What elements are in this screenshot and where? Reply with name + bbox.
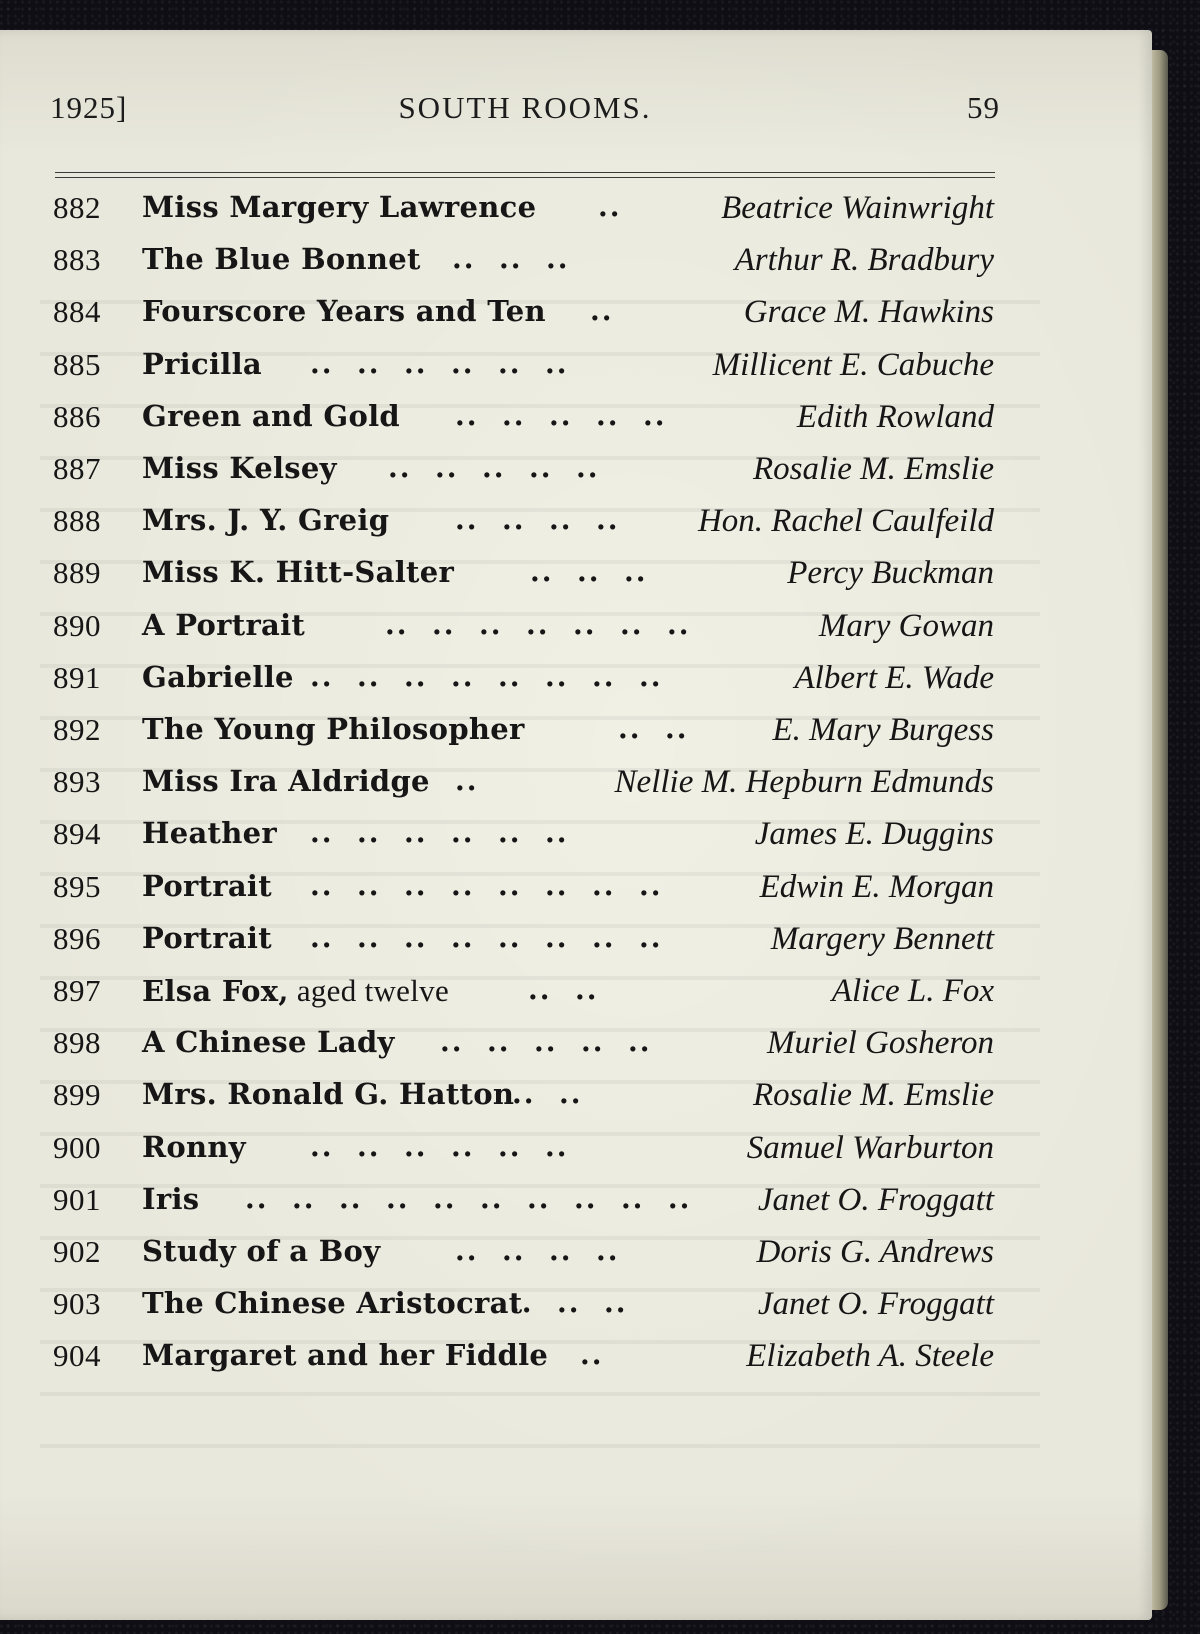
dot-leader: .. .. .. bbox=[510, 1286, 628, 1320]
dot-leader: .. .. .. .. .. bbox=[388, 451, 600, 484]
entry-artist: Percy Buckman bbox=[787, 555, 994, 592]
dot-leader: .. bbox=[590, 294, 614, 328]
catalogue-entry bbox=[0, 1286, 1152, 1338]
entry-number: 900 bbox=[53, 1129, 101, 1165]
dot-leader: .. .. .. .. .. .. .. .. bbox=[310, 659, 663, 693]
entry-title: The Chinese Aristocrat bbox=[142, 1286, 523, 1321]
entry-artist: Alice L. Fox bbox=[831, 973, 994, 1009]
entry-artist: Samuel Warburton bbox=[746, 1129, 994, 1166]
dot-leader: .. .. .. .. bbox=[455, 1234, 620, 1267]
catalogue-entry bbox=[0, 190, 1152, 242]
entry-number: 886 bbox=[53, 398, 101, 434]
entry-title: Miss Kelsey bbox=[142, 451, 337, 485]
entry-title: Portrait bbox=[142, 920, 272, 955]
entry-title: Study of a Boy bbox=[142, 1234, 381, 1268]
dot-leader: .. bbox=[455, 764, 479, 798]
entry-number: 891 bbox=[53, 659, 101, 695]
entry-artist: Grace M. Hawkins bbox=[743, 294, 994, 331]
entry-artist: Edith Rowland bbox=[796, 398, 994, 435]
header-rule-bottom bbox=[55, 177, 995, 178]
catalogue-entry bbox=[0, 712, 1152, 764]
entry-title: Pricilla bbox=[142, 346, 262, 381]
catalogue-entry bbox=[0, 1130, 1152, 1182]
catalogue-entry bbox=[0, 1182, 1152, 1234]
entry-artist: Rosalie M. Emslie bbox=[752, 451, 994, 487]
entry-title: Mrs. Ronald G. Hatton bbox=[142, 1077, 515, 1112]
entry-number: 896 bbox=[53, 920, 101, 956]
entry-artist: Rosalie M. Emslie bbox=[752, 1077, 994, 1114]
catalogue-entry bbox=[0, 921, 1152, 973]
entry-title: Portrait bbox=[142, 868, 272, 903]
catalogue-entry bbox=[0, 869, 1152, 921]
entry-number: 882 bbox=[53, 190, 101, 225]
entry-title: Ronny bbox=[142, 1129, 246, 1164]
entry-number: 889 bbox=[53, 555, 101, 591]
dot-leader: .. .. .. .. .. .. bbox=[310, 1129, 569, 1163]
dot-leader: .. .. .. bbox=[530, 555, 648, 589]
entry-artist: Albert E. Wade bbox=[794, 659, 994, 696]
dot-leader: .. .. .. .. .. .. .. .. .. .. bbox=[245, 1181, 692, 1215]
catalogue-entry bbox=[0, 242, 1152, 294]
catalogue-entry bbox=[0, 1234, 1152, 1286]
dot-leader: .. .. bbox=[618, 712, 689, 745]
entry-title: Margaret and her Fiddle bbox=[142, 1338, 549, 1373]
entry-artist: James E. Duggins bbox=[754, 816, 994, 853]
entry-title-light: aged twelve bbox=[288, 973, 450, 1008]
entry-artist: Millicent E. Cabuche bbox=[712, 346, 994, 383]
catalogue-entry bbox=[0, 1338, 1152, 1390]
entry-title: Miss Margery Lawrence bbox=[142, 190, 537, 224]
entry-number: 899 bbox=[53, 1077, 101, 1113]
catalogue-entry bbox=[0, 608, 1152, 660]
entry-number: 890 bbox=[53, 607, 101, 643]
entry-number: 898 bbox=[53, 1025, 101, 1061]
dot-leader: .. .. .. .. .. .. .. .. bbox=[310, 920, 663, 954]
entry-number: 885 bbox=[53, 346, 101, 382]
entry-number: 902 bbox=[53, 1234, 101, 1269]
dot-leader: .. .. .. .. .. .. bbox=[310, 816, 569, 850]
entry-artist: Hon. Rachel Caulfeild bbox=[697, 503, 994, 540]
entry-number: 895 bbox=[53, 868, 101, 904]
entry-artist: Arthur R. Bradbury bbox=[734, 242, 994, 279]
dot-leader: .. bbox=[580, 1338, 604, 1372]
dot-leader: .. bbox=[598, 190, 622, 223]
entry-title: Green and Gold bbox=[142, 398, 400, 433]
catalogue-entry bbox=[0, 1025, 1152, 1077]
entry-artist: Beatrice Wainwright bbox=[721, 190, 994, 226]
entry-number: 887 bbox=[53, 451, 101, 486]
header-rule-top bbox=[55, 172, 995, 173]
entry-title: The Blue Bonnet bbox=[142, 242, 421, 277]
entry-title: Heather bbox=[142, 816, 277, 851]
dot-leader: .. .. bbox=[528, 973, 599, 1006]
running-header bbox=[50, 90, 1000, 140]
catalogue-entry bbox=[0, 764, 1152, 816]
header-title: SOUTH ROOMS. bbox=[398, 90, 652, 125]
entry-title: A Portrait bbox=[142, 607, 306, 642]
dot-leader: .. .. .. .. .. .. .. bbox=[385, 607, 691, 641]
entry-number: 901 bbox=[53, 1181, 101, 1217]
catalogue-entry bbox=[0, 555, 1152, 607]
catalogue-entry bbox=[0, 660, 1152, 712]
entry-title: Iris bbox=[142, 1181, 200, 1216]
entry-number: 903 bbox=[53, 1286, 101, 1322]
page-number: 59 bbox=[967, 90, 1000, 125]
entry-title: The Young Philosopher bbox=[142, 712, 525, 746]
entry-number: 884 bbox=[53, 294, 101, 330]
entry-number: 883 bbox=[53, 242, 101, 278]
dot-leader: .. .. .. .. .. bbox=[455, 398, 667, 432]
catalogue-entry bbox=[0, 503, 1152, 555]
entry-title-bold: Elsa Fox, bbox=[142, 974, 289, 1008]
entry-artist: Elizabeth A. Steele bbox=[746, 1338, 994, 1375]
catalogue-entry bbox=[0, 451, 1152, 503]
entry-artist: E. Mary Burgess bbox=[772, 712, 994, 748]
entry-number: 892 bbox=[53, 712, 101, 747]
entry-artist: Janet O. Froggatt bbox=[757, 1181, 994, 1218]
dot-leader: .. .. .. .. .. bbox=[440, 1025, 652, 1059]
entry-number: 904 bbox=[53, 1338, 101, 1374]
dot-leader: .. .. .. .. .. .. bbox=[310, 346, 569, 380]
entry-artist: Nellie M. Hepburn Edmunds bbox=[614, 764, 994, 801]
entry-title bbox=[142, 973, 449, 1009]
catalogue-entry bbox=[0, 1077, 1152, 1129]
dot-leader: .. .. bbox=[512, 1077, 583, 1111]
entry-title: Miss Ira Aldridge bbox=[142, 764, 430, 799]
header-year: 1925] bbox=[50, 90, 128, 125]
catalogue-entry bbox=[0, 347, 1152, 399]
entry-title: Mrs. J. Y. Greig bbox=[142, 503, 390, 538]
entry-number: 894 bbox=[53, 816, 101, 852]
entry-artist: Janet O. Froggatt bbox=[757, 1286, 994, 1323]
catalogue-entry bbox=[0, 816, 1152, 868]
entry-artist: Margery Bennett bbox=[770, 920, 994, 957]
entry-number: 893 bbox=[53, 764, 101, 800]
entry-title: Miss K. Hitt-Salter bbox=[142, 555, 455, 590]
dot-leader: .. .. .. .. bbox=[455, 503, 620, 537]
catalogue-entry bbox=[0, 973, 1152, 1025]
entry-title: A Chinese Lady bbox=[142, 1025, 395, 1060]
entry-number: 888 bbox=[53, 503, 101, 539]
entry-number: 897 bbox=[53, 973, 101, 1008]
entry-title: Gabrielle bbox=[142, 659, 294, 694]
entry-artist: Mary Gowan bbox=[818, 607, 994, 644]
entry-title: Fourscore Years and Ten bbox=[142, 294, 546, 329]
entry-artist: Muriel Gosheron bbox=[766, 1025, 994, 1062]
dot-leader: .. .. .. bbox=[452, 242, 570, 276]
catalogue-entry bbox=[0, 294, 1152, 346]
dot-leader: .. .. .. .. .. .. .. .. bbox=[310, 868, 663, 902]
catalogue-entry bbox=[0, 399, 1152, 451]
entry-artist: Doris G. Andrews bbox=[756, 1234, 994, 1270]
entry-artist: Edwin E. Morgan bbox=[759, 868, 994, 905]
